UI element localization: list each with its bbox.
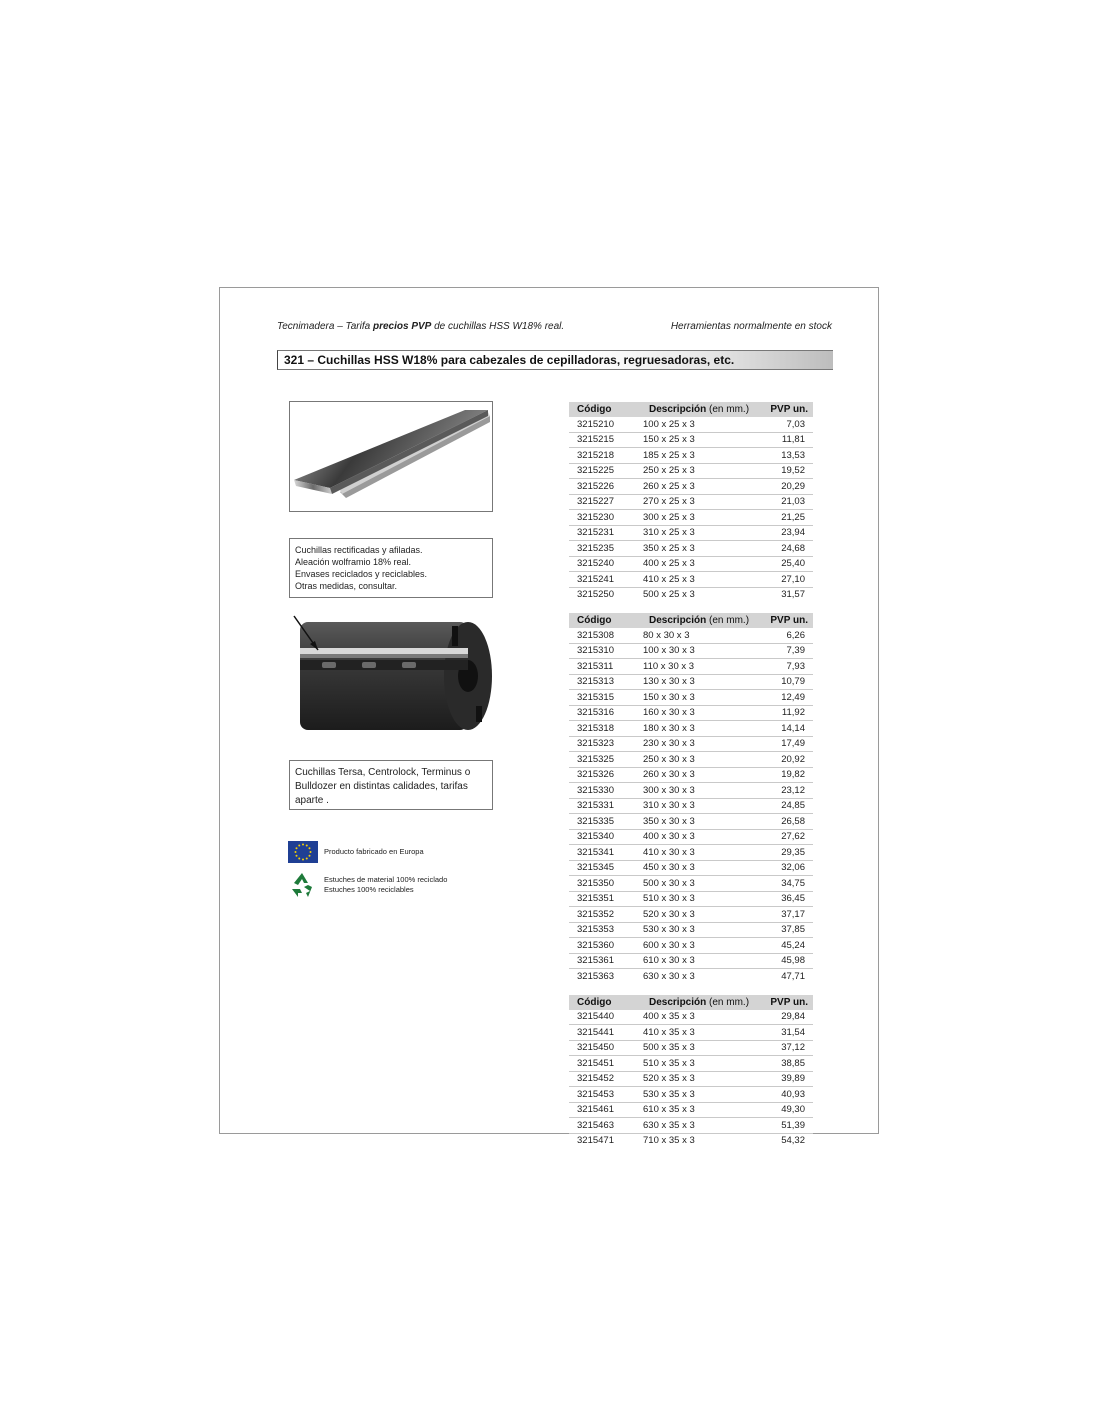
- table-header-row: [569, 995, 813, 1010]
- product-description: 630 x 30 x 3: [643, 970, 695, 982]
- product-price: 19,52: [755, 463, 813, 479]
- product-code: 3215308: [569, 628, 641, 643]
- table-row: [569, 674, 813, 690]
- product-code: 3215345: [569, 860, 641, 876]
- table-row: [569, 705, 813, 721]
- product-description: 300 x 25 x 3: [641, 510, 755, 526]
- recycle-text: [324, 875, 447, 895]
- product-price: 36,45: [755, 891, 813, 907]
- recycle-line-2: Estuches 100% reciclables: [324, 885, 414, 894]
- product-description: 300 x 30 x 3: [641, 783, 755, 799]
- product-price: 7,93: [755, 659, 813, 675]
- product-price: 10,79: [755, 674, 813, 690]
- product-description: 610 x 30 x 3: [641, 953, 755, 969]
- product-price: 51,39: [755, 1118, 813, 1134]
- product-price: 7,39: [755, 643, 813, 659]
- product-code: 3215241: [569, 572, 641, 588]
- product-code: 3215235: [569, 541, 641, 557]
- table-row: [569, 1010, 813, 1025]
- product-description: 630 x 35 x 3: [641, 1118, 755, 1134]
- price-list-page: [219, 287, 879, 1147]
- table-row: [569, 448, 813, 464]
- product-code: 3215471: [577, 1135, 614, 1147]
- table-row: [569, 1087, 813, 1103]
- eu-made-row: [288, 840, 424, 864]
- column-header-description-label: Descripción: [649, 404, 707, 415]
- product-code: 3215463: [569, 1118, 641, 1134]
- product-description: 350 x 30 x 3: [641, 814, 755, 830]
- blade-image: [289, 401, 493, 512]
- price-table: [569, 613, 813, 984]
- product-price: 54,32: [781, 1135, 805, 1147]
- table-row: [569, 1056, 813, 1072]
- product-price: 6,26: [755, 628, 813, 643]
- table-row: [569, 783, 813, 799]
- price-tables: [569, 402, 813, 1159]
- header-bold: precios PVP: [372, 321, 432, 332]
- product-description: 410 x 35 x 3: [641, 1025, 755, 1041]
- table-row: [569, 891, 813, 907]
- product-description: 100 x 30 x 3: [641, 643, 755, 659]
- column-header-code: Código: [569, 402, 641, 417]
- product-code: 3215325: [569, 752, 641, 768]
- product-description: 520 x 35 x 3: [641, 1071, 755, 1087]
- product-price: 24,68: [755, 541, 813, 557]
- table-row: [569, 1040, 813, 1056]
- product-code: 3215240: [569, 556, 641, 572]
- table-row: [569, 463, 813, 479]
- product-price: 14,14: [755, 721, 813, 737]
- table-row: [569, 587, 813, 602]
- header-left: [277, 321, 564, 332]
- product-description: 250 x 25 x 3: [641, 463, 755, 479]
- section-title: 321 – Cuchillas HSS W18% para cabezales de cepilladoras, regruesadoras, etc.: [277, 350, 833, 370]
- product-code: 3215340: [569, 829, 641, 845]
- product-price: 21,25: [755, 510, 813, 526]
- eu-flag-icon: [288, 841, 318, 863]
- product-price: 13,53: [755, 448, 813, 464]
- table-row: [569, 953, 813, 969]
- product-code: 3215440: [569, 1010, 641, 1025]
- product-code: 3215310: [569, 643, 641, 659]
- product-code: 3215350: [569, 876, 641, 892]
- product-price: 11,81: [755, 432, 813, 448]
- product-code: 3215441: [569, 1025, 641, 1041]
- product-price: 34,75: [755, 876, 813, 892]
- table-row: [569, 628, 813, 643]
- product-price: 38,85: [755, 1056, 813, 1072]
- product-description: 600 x 30 x 3: [641, 938, 755, 954]
- table-row: [569, 1118, 813, 1134]
- table-row: [569, 721, 813, 737]
- header-prefix: Tecnimadera – Tarifa: [277, 321, 373, 332]
- table-row: [569, 417, 813, 432]
- recycle-icon: [288, 871, 316, 899]
- product-description: 400 x 30 x 3: [641, 829, 755, 845]
- table-row: [569, 541, 813, 557]
- product-code: 3215230: [569, 510, 641, 526]
- blade-features-note: [289, 538, 493, 598]
- table-row: [569, 814, 813, 830]
- product-code: 3215318: [569, 721, 641, 737]
- table-row: [569, 922, 813, 938]
- price-table: [569, 995, 813, 1149]
- table-row: [569, 829, 813, 845]
- table-row: [569, 643, 813, 659]
- product-description: 510 x 30 x 3: [641, 891, 755, 907]
- recycle-line-1: Estuches de material 100% reciclado: [324, 875, 448, 884]
- product-code: 3215218: [569, 448, 641, 464]
- product-description: 500 x 30 x 3: [641, 876, 755, 892]
- product-code: 3215315: [569, 690, 641, 706]
- product-description: 260 x 30 x 3: [641, 767, 755, 783]
- product-description: 110 x 30 x 3: [641, 659, 755, 675]
- other-blades-note: Cuchillas Tersa, Centrolock, Terminus o Bulldozer en distintas calidades, tarifas aparte .: [289, 760, 493, 810]
- product-code: 3215313: [569, 674, 641, 690]
- product-code: 3215341: [569, 845, 641, 861]
- product-code: 3215361: [569, 953, 641, 969]
- product-description: 230 x 30 x 3: [641, 736, 755, 752]
- product-price: 20,29: [755, 479, 813, 495]
- product-price: 37,85: [755, 922, 813, 938]
- product-description: 710 x 35 x 3: [643, 1135, 695, 1147]
- product-price: 40,93: [755, 1087, 813, 1103]
- table-row: [569, 510, 813, 526]
- table-header-row: [569, 402, 813, 417]
- product-price: 23,94: [755, 525, 813, 541]
- table-row: [569, 494, 813, 510]
- product-price: 47,71: [781, 970, 805, 982]
- product-code: 3215363: [577, 970, 614, 982]
- table-row: [569, 1133, 813, 1148]
- product-price: 45,24: [755, 938, 813, 954]
- table-row: [569, 907, 813, 923]
- product-code: 3215215: [569, 432, 641, 448]
- product-description: 130 x 30 x 3: [641, 674, 755, 690]
- product-price: 25,40: [755, 556, 813, 572]
- product-description: 450 x 30 x 3: [641, 860, 755, 876]
- product-code: 3215353: [569, 922, 641, 938]
- column-header-description-label: Descripción: [649, 615, 707, 626]
- product-description: 350 x 25 x 3: [641, 541, 755, 557]
- table-row: [569, 556, 813, 572]
- column-header-description: [641, 402, 755, 417]
- cutter-head-illustration: [292, 610, 497, 738]
- column-header-price: PVP un.: [755, 402, 813, 417]
- product-price: 31,54: [755, 1025, 813, 1041]
- header-right: Herramientas normalmente en stock: [670, 321, 832, 332]
- table-row: [569, 659, 813, 675]
- product-code: 3215335: [569, 814, 641, 830]
- product-description: 500 x 35 x 3: [641, 1040, 755, 1056]
- product-price: 29,35: [755, 845, 813, 861]
- product-description: 270 x 25 x 3: [641, 494, 755, 510]
- product-description: 500 x 25 x 3: [643, 589, 695, 601]
- product-code: 3215360: [569, 938, 641, 954]
- product-description: 150 x 25 x 3: [641, 432, 755, 448]
- column-header-code: Código: [569, 995, 641, 1010]
- product-description: 160 x 30 x 3: [641, 705, 755, 721]
- product-code: 3215323: [569, 736, 641, 752]
- product-code: 3215331: [569, 798, 641, 814]
- table-row: [569, 860, 813, 876]
- table-row: [569, 432, 813, 448]
- product-description: 530 x 35 x 3: [641, 1087, 755, 1103]
- table-row: [569, 1102, 813, 1118]
- product-price: 29,84: [755, 1010, 813, 1025]
- table-row: [569, 752, 813, 768]
- product-price: 39,89: [755, 1071, 813, 1087]
- product-code: 3215311: [569, 659, 641, 675]
- product-description: 400 x 25 x 3: [641, 556, 755, 572]
- product-code: 3215453: [569, 1087, 641, 1103]
- product-code: 3215351: [569, 891, 641, 907]
- product-description: 520 x 30 x 3: [641, 907, 755, 923]
- column-header-price: PVP un.: [755, 995, 813, 1010]
- product-code: 3215231: [569, 525, 641, 541]
- table-row: [569, 845, 813, 861]
- table-row: [569, 969, 813, 984]
- product-price: 7,03: [755, 417, 813, 432]
- column-header-description-unit: (en mm.): [706, 615, 750, 626]
- column-header-price: PVP un.: [755, 613, 813, 628]
- table-row: [569, 1071, 813, 1087]
- header-suffix: de cuchillas HSS W18% real.: [431, 321, 565, 332]
- column-header-description: [641, 995, 755, 1010]
- product-description: 510 x 35 x 3: [641, 1056, 755, 1072]
- product-description: 530 x 30 x 3: [641, 922, 755, 938]
- table-row: [569, 938, 813, 954]
- product-price: 24,85: [755, 798, 813, 814]
- column-header-description: [641, 613, 755, 628]
- table-row: [569, 479, 813, 495]
- table-row: [569, 876, 813, 892]
- product-code: 3215210: [569, 417, 641, 432]
- product-price: 37,12: [755, 1040, 813, 1056]
- product-price: 32,06: [755, 860, 813, 876]
- product-price: 11,92: [755, 705, 813, 721]
- product-price: 27,10: [755, 572, 813, 588]
- product-description: 610 x 35 x 3: [641, 1102, 755, 1118]
- table-row: [569, 767, 813, 783]
- product-price: 37,17: [755, 907, 813, 923]
- product-price: 19,82: [755, 767, 813, 783]
- product-price: 49,30: [755, 1102, 813, 1118]
- product-description: 310 x 30 x 3: [641, 798, 755, 814]
- column-header-code: Código: [569, 613, 641, 628]
- product-code: 3215451: [569, 1056, 641, 1072]
- note-line: Envases reciclados y reciclables.: [295, 569, 428, 579]
- product-description: 410 x 25 x 3: [641, 572, 755, 588]
- table-header-row: [569, 613, 813, 628]
- column-header-description-unit: (en mm.): [706, 404, 750, 415]
- product-price: 21,03: [755, 494, 813, 510]
- product-description: 100 x 25 x 3: [641, 417, 755, 432]
- table-row: [569, 525, 813, 541]
- product-description: 185 x 25 x 3: [641, 448, 755, 464]
- product-description: 410 x 30 x 3: [641, 845, 755, 861]
- product-price: 23,12: [755, 783, 813, 799]
- product-code: 3215461: [569, 1102, 641, 1118]
- product-code: 3215352: [569, 907, 641, 923]
- product-description: 260 x 25 x 3: [641, 479, 755, 495]
- product-price: 45,98: [755, 953, 813, 969]
- note-line: Otras medidas, consultar.: [295, 581, 398, 591]
- eu-label: Producto fabricado en Europa: [324, 847, 424, 856]
- product-price: 26,58: [755, 814, 813, 830]
- product-price: 27,62: [755, 829, 813, 845]
- column-header-description-label: Descripción: [649, 996, 707, 1008]
- product-code: 3215225: [569, 463, 641, 479]
- table-row: [569, 1025, 813, 1041]
- product-price: 12,49: [755, 690, 813, 706]
- table-row: [569, 572, 813, 588]
- product-code: 3215330: [569, 783, 641, 799]
- product-price: 31,57: [781, 589, 805, 601]
- blade-illustration: [290, 402, 492, 511]
- product-code: 3215452: [569, 1071, 641, 1087]
- product-code: 3215316: [569, 705, 641, 721]
- product-price: 20,92: [755, 752, 813, 768]
- cutter-head-image: [292, 610, 497, 738]
- table-row: [569, 798, 813, 814]
- product-code: 3215326: [569, 767, 641, 783]
- table-row: [569, 690, 813, 706]
- note-line: Aleación wolframio 18% real.: [295, 557, 412, 567]
- product-code: 3215250: [577, 589, 614, 601]
- recycle-row: [288, 870, 447, 900]
- product-description: 80 x 30 x 3: [641, 628, 755, 643]
- product-price: 17,49: [755, 736, 813, 752]
- price-table: [569, 402, 813, 602]
- product-description: 310 x 25 x 3: [641, 525, 755, 541]
- column-header-description-unit: (en mm.): [706, 996, 750, 1008]
- product-description: 400 x 35 x 3: [641, 1010, 755, 1025]
- product-description: 180 x 30 x 3: [641, 721, 755, 737]
- product-code: 3215227: [569, 494, 641, 510]
- note-line: Cuchillas rectificadas y afiladas.: [295, 545, 423, 555]
- product-code: 3215450: [569, 1040, 641, 1056]
- product-description: 250 x 30 x 3: [641, 752, 755, 768]
- table-row: [569, 736, 813, 752]
- product-code: 3215226: [569, 479, 641, 495]
- product-description: 150 x 30 x 3: [641, 690, 755, 706]
